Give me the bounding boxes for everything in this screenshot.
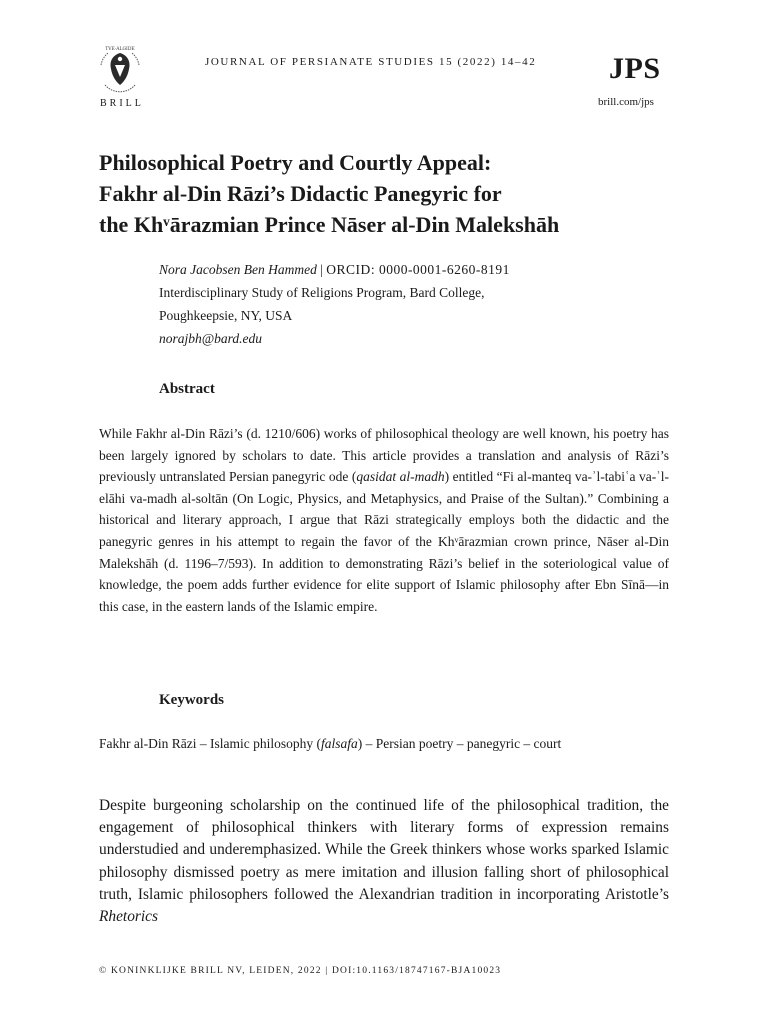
author-line <box>159 258 679 281</box>
publisher-seal-logo <box>95 45 145 95</box>
article-title <box>99 147 679 240</box>
keywords-italic-term: falsafa <box>320 736 358 751</box>
journal-citation: JOURNAL OF PERSIANATE STUDIES 15 (2022) 14–42 <box>205 56 537 68</box>
title-line: the Khᵛārazmian Prince Nāser al-Din Malekshāh <box>99 212 560 237</box>
author-name: Nora Jacobsen Ben Hammed <box>159 262 317 277</box>
affiliation-location: Poughkeepsie, NY, USA <box>159 308 293 323</box>
keywords-heading: Keywords <box>159 692 224 708</box>
keywords-part: ) – Persian poetry – panegyric – court <box>357 736 562 751</box>
body-paragraph <box>99 795 669 928</box>
publisher-name: BRILL <box>100 98 144 109</box>
abstract-text-part: While Fakhr al-Din Rāzi’s (d. 1210/606) works of philosophical theology are well known, his poetry has been largely ignored by scholars to date. This article provides a translation and analysis of Rāzi’s previously untranslated Persian panegyric ode ( <box>99 426 669 485</box>
journal-abbreviation: JPS <box>609 52 661 85</box>
affiliation: Interdisciplinary Study of Religions Program, Bard College, <box>159 285 485 300</box>
orcid-id[interactable]: : 0000-0001-6260-8191 <box>370 262 510 277</box>
abstract-italic-term: qasidat al-madh <box>356 469 445 485</box>
journal-url[interactable]: brill.com/jps <box>598 96 654 108</box>
title-line: Fakhr al-Din Rāzi’s Didactic Panegyric for <box>99 181 502 206</box>
keywords-part: Fakhr al-Din Rāzi – Islamic philosophy ( <box>99 736 321 751</box>
svg-text:TVE·ALGIDE: TVE·ALGIDE <box>105 47 135 52</box>
body-italic-term: Rhetorics <box>99 908 158 926</box>
separator: | <box>316 262 327 277</box>
abstract-text-part: ) entitled “Fi al-manteq va-ʾl-tabiʿa va-ʾl-elāhi va-madh al-soltān (On Logic, Physics, and Metaphysics, and Praise of the Sultan).” Combining a historical and literary approach, I argue that Rāzi strategically employs both the didactic and the panegyric genres in his attempt to regain the favor of the Khᵛārazmian crown prince, Nāser al-Din Malekshāh (d. 1196–7/593). In addition to demonstrating Rāzi’s belief in the soteriological value of knowledge, the poem adds further evidence for elite support of Islamic philosophy after Ebn Sīnā—in this case, in the eastern lands of the Islamic empire. <box>99 469 669 614</box>
keywords-list <box>99 736 679 752</box>
abstract-heading: Abstract <box>159 381 215 397</box>
author-block <box>159 258 679 350</box>
abstract-text <box>99 423 669 617</box>
body-text-part: Despite burgeoning scholarship on the continued life of the philosophical tradition, the engagement of philosophical thinkers with literary forms of expression remains understudied and underemphasized. While the Greek thinkers whose works sparked Islamic philosophy dismissed poetry as mere imitation and illusion falling short of philosophical truth, Islamic philosophers followed the Alexandrian tradition in incorporating Aristotle’s <box>99 797 669 903</box>
author-email[interactable]: norajbh@bard.edu <box>159 331 263 346</box>
copyright-footer: © KONINKLIJKE BRILL NV, LEIDEN, 2022 | DOI:10.1163/18747167-BJA10023 <box>99 966 502 976</box>
title-line: Philosophical Poetry and Courtly Appeal: <box>99 150 492 175</box>
orcid-label: ORCID <box>326 262 371 277</box>
